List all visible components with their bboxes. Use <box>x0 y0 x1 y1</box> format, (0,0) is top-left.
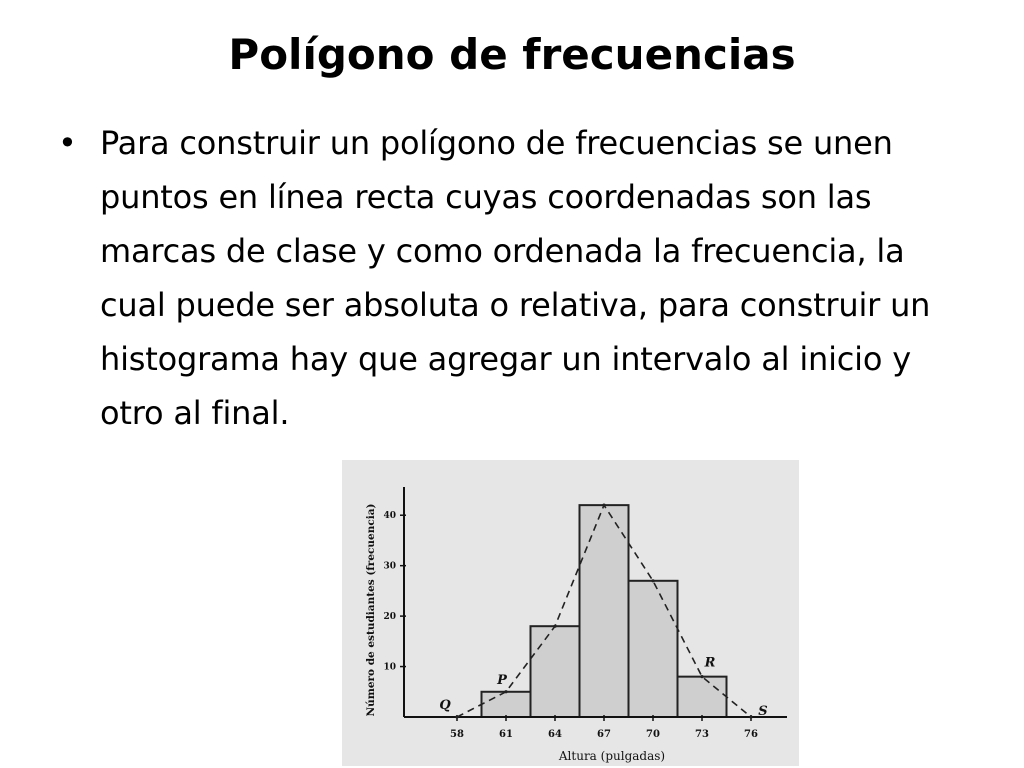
y-tick-label: 30 <box>383 561 396 572</box>
polygon-point <box>455 715 458 718</box>
histogram-figure <box>342 460 799 766</box>
point-label: R <box>704 655 716 671</box>
x-tick-label: 70 <box>646 729 660 740</box>
y-tick-label: 10 <box>383 662 396 673</box>
histogram-bar <box>531 626 580 717</box>
histogram-bar <box>678 677 727 717</box>
x-tick-label: 61 <box>499 729 513 740</box>
polygon-point <box>749 715 752 718</box>
x-tick-label: 76 <box>744 729 758 740</box>
y-axis-label: Número de estudiantes (frecuencia) <box>365 503 377 717</box>
bullet-symbol: • <box>58 124 77 162</box>
y-tick-label: 20 <box>383 612 396 623</box>
x-tick-label: 67 <box>597 729 611 740</box>
point-label: Q <box>439 698 451 713</box>
slide-title: Polígono de frecuencias <box>228 30 796 79</box>
x-tick-label: 73 <box>695 729 709 740</box>
x-tick-label: 58 <box>450 729 464 740</box>
polygon-point <box>602 504 605 507</box>
y-tick-label: 40 <box>383 511 396 522</box>
histogram-chart <box>342 460 799 766</box>
bullet-text: Para construir un polígono de frecuencias se unen puntos en línea recta cuyas coordenadas son las marcas de clase y como ordenada la frecuencia, la cual puede ser absoluta o relativa, para construir un histograma hay que agregar un intervalo al inicio y otro al final. <box>100 124 931 432</box>
polygon-point <box>504 690 507 693</box>
histogram-bar <box>482 692 531 717</box>
polygon-point <box>553 625 556 628</box>
point-label: S <box>758 704 768 719</box>
point-label: P <box>497 672 507 688</box>
histogram-bar <box>629 581 678 717</box>
x-tick-label: 64 <box>548 729 562 740</box>
polygon-point <box>700 675 703 678</box>
x-axis-label: Altura (pulgadas) <box>558 749 666 763</box>
bullet-item <box>58 116 978 440</box>
histogram-bar <box>580 505 629 717</box>
polygon-point <box>651 579 654 582</box>
